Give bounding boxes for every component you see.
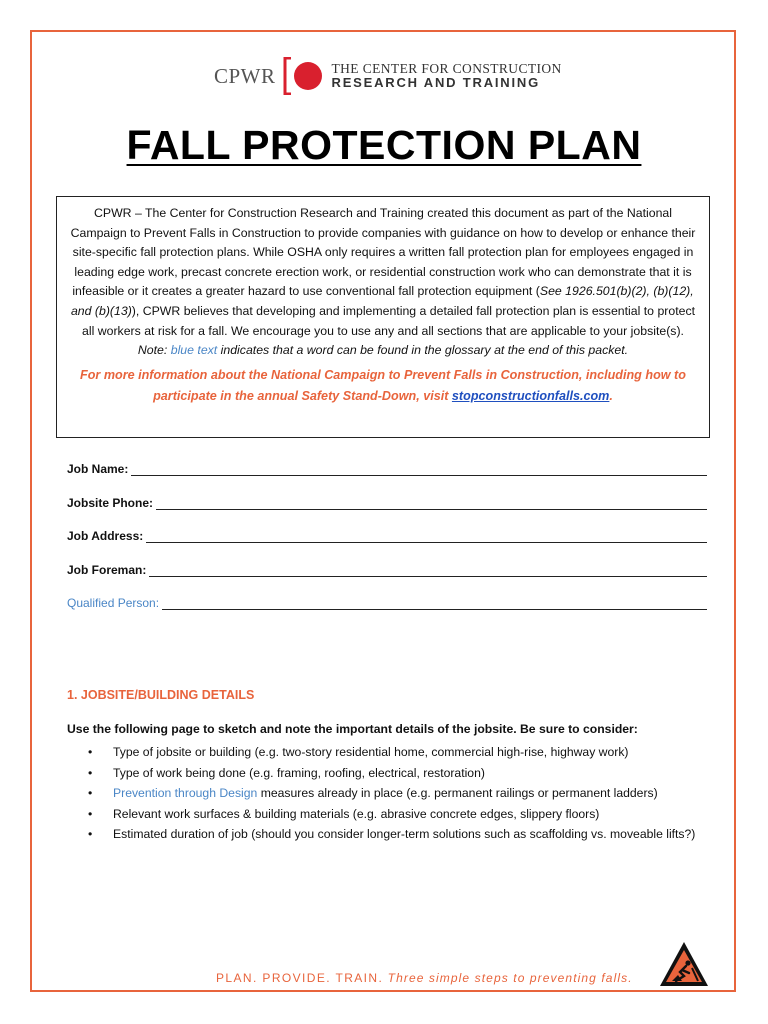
fall-warning-icon bbox=[658, 940, 710, 988]
logo-org-line1: THE CENTER FOR CONSTRUCTION bbox=[331, 61, 562, 76]
jobsite-phone-input-line[interactable] bbox=[156, 496, 707, 510]
list-item-text: measures already in place (e.g. permanent railings or permanent ladders) bbox=[257, 786, 658, 801]
qualified-person-input-line[interactable] bbox=[162, 596, 707, 610]
more-info-end: . bbox=[609, 388, 613, 403]
page-title: FALL PROTECTION PLAN bbox=[126, 122, 642, 168]
section-intro: Use the following page to sketch and note the important details of the jobsite. Be sure to consider: bbox=[67, 722, 638, 736]
list-item-text: Relevant work surfaces & building materials (e.g. abrasive concrete edges, slippery floors) bbox=[113, 806, 600, 821]
intro-paragraph bbox=[67, 204, 699, 341]
glossary-term: Prevention through Design bbox=[113, 786, 258, 801]
logo-org-line2: RESEARCH AND TRAINING bbox=[331, 75, 541, 90]
note-blue-text: blue text bbox=[170, 343, 218, 358]
qualified-person-label: Qualified Person: bbox=[67, 596, 160, 610]
logo-wordmark: CPWR bbox=[214, 63, 276, 88]
footer-slogan bbox=[216, 971, 633, 985]
list-item-text: Estimated duration of job (should you consider longer-term solutions such as scaffolding vs. moveable lifts?) bbox=[113, 827, 696, 842]
cpwr-logo-mark-icon bbox=[282, 57, 326, 95]
intro-box bbox=[56, 196, 710, 438]
page-title-wrapper bbox=[0, 122, 768, 169]
footer-main: PLAN. PROVIDE. TRAIN. bbox=[216, 971, 384, 985]
note-prefix: Note: bbox=[137, 343, 171, 358]
job-address-label: Job Address: bbox=[67, 529, 144, 543]
list-item bbox=[88, 742, 704, 763]
bullet-icon: • bbox=[88, 745, 93, 759]
glossary-note bbox=[67, 341, 699, 361]
job-address-input-line[interactable] bbox=[146, 529, 707, 543]
more-info bbox=[67, 365, 699, 407]
jobsite-phone-label: Jobsite Phone: bbox=[67, 495, 154, 510]
more-info-text: For more information about the National Campaign to Prevent Falls in Construction, including how to participate in the annual Safety Stand-Down, visit bbox=[80, 367, 686, 403]
job-name-input-line[interactable] bbox=[131, 462, 707, 476]
intro-text-a: CPWR – The Center for Construction Research and Training created this document as part of the National Campaign to Prevent Falls in Construction to provide companies with guidance on how to develop or enhance their site-specific fall protection plans. While OSHA only requires a written fall protection plan for employees engaged in leading edge work, precast concrete erection work, or residential construction work who can demonstrate that it is infeasible or it creates a greater hazard to use conventional fall protection equipment ( bbox=[70, 206, 696, 299]
jobsite-phone-field bbox=[67, 496, 707, 530]
footer-tagline: Three simple steps to preventing falls. bbox=[383, 971, 633, 985]
intro-text-b: ), CPWR believes that developing and implementing a detailed fall protection plan is essential to protect all workers at risk for a fall. We encourage you to use any and all sections that are applicable to your jobsite(s). bbox=[82, 303, 696, 338]
bullet-icon: • bbox=[88, 765, 93, 780]
list-item-text: Type of jobsite or building (e.g. two-story residential home, commercial high-rise, highway work) bbox=[113, 745, 629, 759]
list-item bbox=[88, 783, 704, 804]
job-fields bbox=[67, 462, 707, 630]
note-suffix: indicates that a word can be found in the glossary at the end of this packet. bbox=[217, 343, 629, 358]
considerations-list bbox=[88, 742, 704, 845]
logo-org-name bbox=[332, 62, 562, 90]
job-name-label: Job Name: bbox=[67, 462, 129, 476]
job-foreman-label: Job Foreman: bbox=[67, 562, 147, 577]
intro-citation: See 1926.501(b)(2), (b)(12), and (b)(13) bbox=[70, 284, 694, 318]
list-item bbox=[88, 763, 704, 784]
stopconstructionfalls-link[interactable]: stopconstructionfalls.com bbox=[451, 388, 610, 403]
bullet-icon: • bbox=[88, 827, 93, 842]
job-name-field bbox=[67, 462, 707, 496]
cpwr-logo bbox=[214, 56, 562, 96]
job-address-field bbox=[67, 529, 707, 563]
job-foreman-field bbox=[67, 563, 707, 597]
qualified-person-field bbox=[67, 596, 707, 630]
bullet-icon: • bbox=[88, 786, 93, 801]
list-item bbox=[88, 804, 704, 825]
list-item-text: Type of work being done (e.g. framing, roofing, electrical, restoration) bbox=[113, 765, 485, 780]
bullet-icon: • bbox=[88, 806, 93, 821]
section-heading: 1. JOBSITE/BUILDING DETAILS bbox=[67, 688, 255, 702]
job-foreman-input-line[interactable] bbox=[149, 563, 707, 577]
list-item bbox=[88, 824, 704, 845]
